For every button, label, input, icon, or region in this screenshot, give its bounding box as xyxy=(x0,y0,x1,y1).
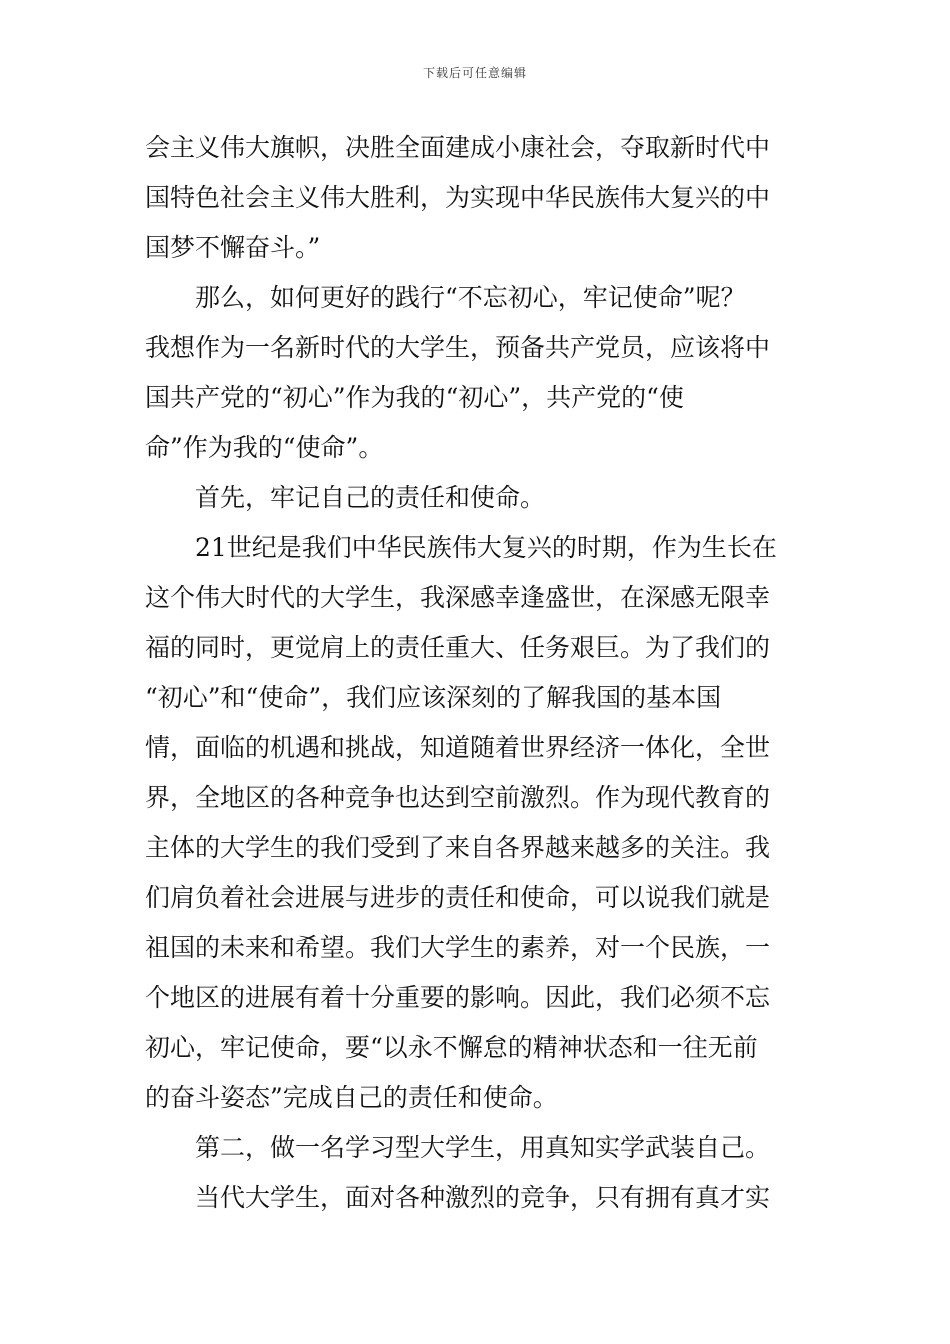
text-line: 国共产党的“初心”作为我的“初心”，共产党的“使 xyxy=(145,383,684,412)
text-line: “初心”和“使命”，我们应该深刻的了解我国的基本国 xyxy=(145,683,722,712)
text-line: 国梦不懈奋斗。” xyxy=(145,233,321,262)
text-line: 的奋斗姿态”完成自己的责任和使命。 xyxy=(145,1083,558,1112)
text-line: 祖国的未来和希望。我们大学生的素养，对一个民族，一 xyxy=(145,933,771,962)
text-line: 初心，牢记使命，要“以永不懈怠的精神状态和一往无前 xyxy=(145,1033,758,1062)
paragraph-first-line: 21世纪是我们中华民族伟大复兴的时期，作为生长在 xyxy=(195,533,777,562)
paragraph-first-line: 第二，做一名学习型大学生，用真知实学武装自己。 xyxy=(195,1133,771,1162)
paragraph-first-line: 当代大学生，面对各种激烈的竞争，只有拥有真才实 xyxy=(195,1183,771,1212)
text-line: 这个伟大时代的大学生，我深感幸逢盛世，在深感无限幸 xyxy=(145,583,771,612)
text-line: 个地区的进展有着十分重要的影响。因此，我们必须不忘 xyxy=(145,983,771,1012)
text-line: 主体的大学生的我们受到了来自各界越来越多的关注。我 xyxy=(145,833,771,862)
page-header: 下载后可任意编辑 xyxy=(422,66,527,80)
text-line: 情，面临的机遇和挑战，知道随着世界经济一体化，全世 xyxy=(145,733,771,762)
paragraph-first-line: 首先，牢记自己的责任和使命。 xyxy=(195,483,546,512)
text-line: 们肩负着社会进展与进步的责任和使命，可以说我们就是 xyxy=(145,883,771,912)
text-line: 会主义伟大旗帜，决胜全面建成小康社会，夺取新时代中 xyxy=(145,133,771,162)
text-line: 命”作为我的“使命”。 xyxy=(145,433,384,462)
paragraph-first-line: 那么，如何更好的践行“不忘初心，牢记使命”呢？ xyxy=(195,283,746,312)
text-line: 国特色社会主义伟大胜利，为实现中华民族伟大复兴的中 xyxy=(145,183,771,212)
text-line: 界，全地区的各种竞争也达到空前激烈。作为现代教育的 xyxy=(145,783,771,812)
text-line: 我想作为一名新时代的大学生，预备共产党员，应该将中 xyxy=(145,333,771,362)
text-line: 福的同时，更觉肩上的责任重大、任务艰巨。为了我们的 xyxy=(145,633,771,662)
